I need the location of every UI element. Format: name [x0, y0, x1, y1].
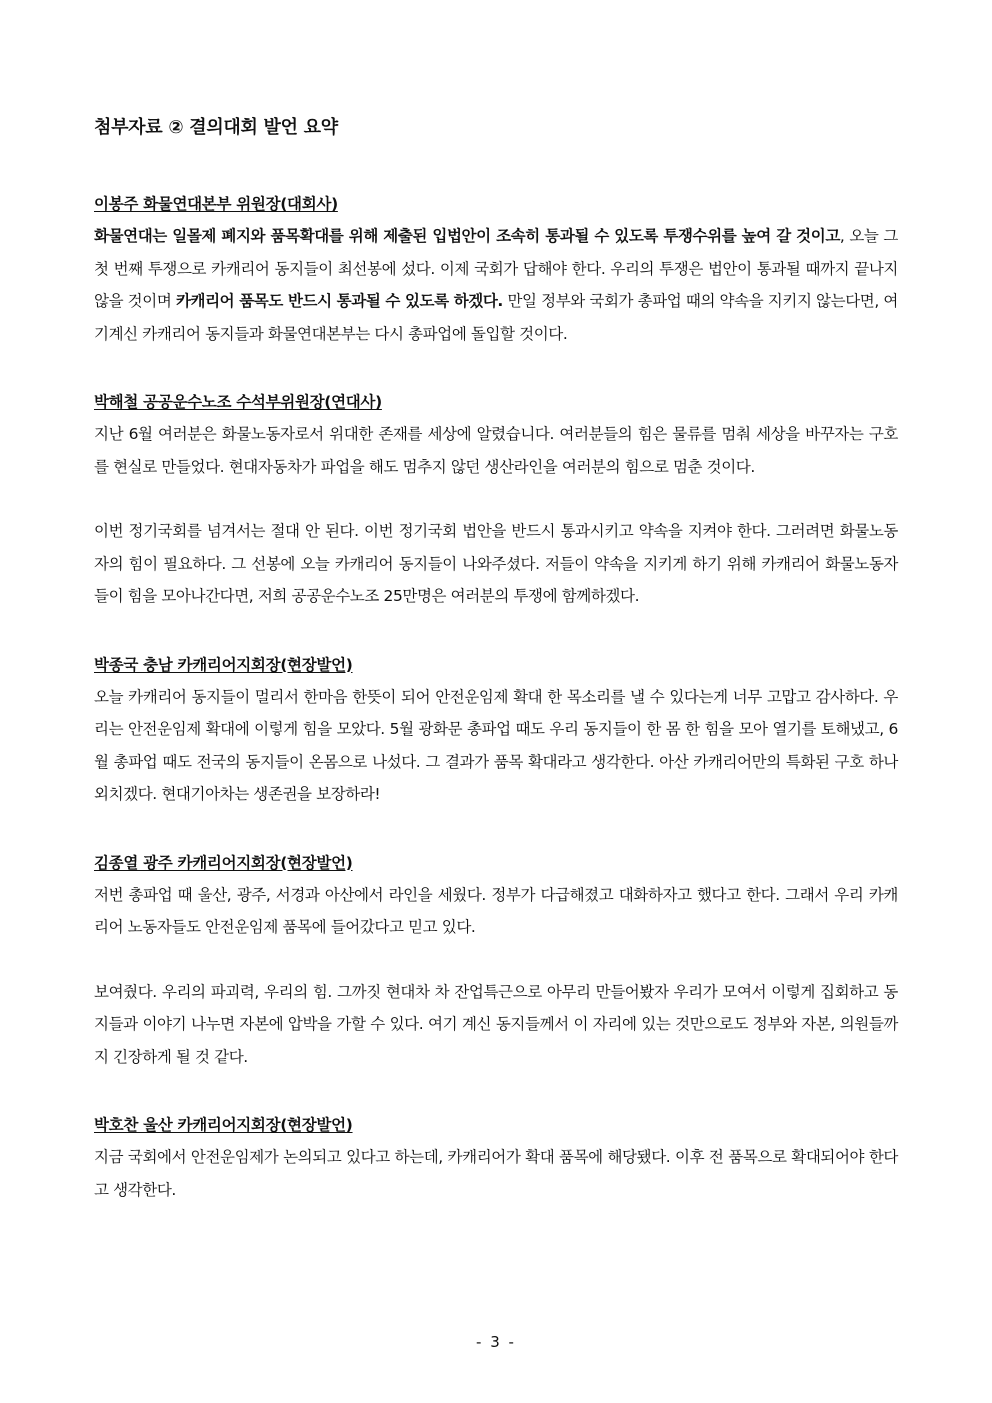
speaker-heading: 이봉주 화물연대본부 위원장(대회사): [94, 195, 338, 213]
speaker-heading: 박해철 공공운수노조 수석부위원장(연대사): [94, 393, 382, 411]
body-text: 지난 6월 여러분은 화물노동자로서 위대한 존재를 세상에 알렸습니다. 여러분들의 힘은 물류를 멈춰 세상을 바꾸자는 구호를 현실로 만들었다. 현대자동차가 파업을 해도 멈추지 않던 생산라인을 여러분의 힘으로 멈춘 것이다.: [94, 425, 898, 476]
speech-section: [94, 386, 898, 613]
body-text: 저번 총파업 때 울산, 광주, 서경과 아산에서 라인을 세웠다. 정부가 다급해졌고 대화하자고 했다고 한다. 그래서 우리 카캐리어 노동자들도 안전운임제 품목에 들어갔다고 믿고 있다.: [94, 885, 898, 936]
body-text: 오늘 카캐리어 동지들이 멀리서 한마음 한뜻이 되어 안전운임제 확대 한 목소리를 낼 수 있다는게 너무 고맙고 감사하다. 우리는 안전운임제 확대에 이렇게 힘을 모았다. 5월 광화문 총파업 때도 우리 동지들이 한 몸 한 힘을 모아 열기를 토해냈고, 6월 총파업 때도 전국의 동지들이 온몸으로 나섰다. 그 결과가 품목 확대라고 생각한다. 아산 카캐리어만의 특화된 구호 하나 외치겠다. 현대기아차는 생존권을 보장하라!: [94, 687, 898, 803]
emphasized-text: 화물연대는 일몰제 폐지와 품목확대를 위해 제출된 입법안이 조속히 통과될 수 있도록 투쟁수위를 높여 갈 것이고: [94, 227, 840, 245]
page-number: - 3 -: [476, 1333, 516, 1351]
speech-paragraph: [94, 1141, 898, 1206]
document-title: 첨부자료 ② 결의대회 발언 요약: [94, 117, 338, 138]
speech-section: [94, 649, 898, 811]
document-page: [94, 112, 898, 1242]
speech-paragraph: [94, 879, 898, 944]
speech-paragraph: [94, 515, 898, 613]
body-text: 이번 정기국회를 넘겨서는 절대 안 된다. 이번 정기국회 법안을 반드시 통과시키고 약속을 지켜야 한다. 그러려면 화물노동자의 힘이 필요하다. 그 선봉에 오늘 카캐리어 동지들이 나와주셨다. 저들이 약속을 지키게 하기 위해 카캐리어 화물노동자들이 힘을 모아나간다면, 저희 공공운수노조 25만명은 여러분의 투쟁에 함께하겠다.: [94, 522, 898, 605]
speaker-heading: 김종열 광주 카캐리어지회장(현장발언): [94, 853, 353, 872]
speech-paragraph: [94, 220, 898, 350]
body-text: , 오늘 그 첫 번째 투쟁으로 카캐리어 동지들이 최선봉에 섰다. 이제 국회가 답해야 한다. 우리의 투쟁은 법안이 통과될 때까지 끝나지 않을 것이며: [94, 227, 898, 310]
body-text: 지금 국회에서 안전운임제가 논의되고 있다고 하는데, 카캐리어가 확대 품목에 해당됐다. 이후 전 품목으로 확대되어야 한다고 생각한다.: [94, 1148, 898, 1199]
speaker-heading: 박종국 충남 카캐리어지회장(현장발언): [94, 655, 353, 674]
speech-sections: [94, 188, 898, 1206]
speech-section: [94, 1109, 898, 1206]
speaker-heading: 박호찬 울산 카캐리어지회장(현장발언): [94, 1116, 353, 1134]
body-text: 보여줬다. 우리의 파괴력, 우리의 힘. 그까짓 현대차 차 잔업특근으로 아무리 만들어봤자 우리가 모여서 이렇게 집회하고 동지들과 이야기 나누면 자본에 압박을 가할 수 있다. 여기 계신 동지들께서 이 자리에 있는 것만으로도 정부와 자본, 의원들까지 긴장하게 될 것 같다.: [94, 982, 898, 1066]
speech-section: [94, 188, 898, 350]
speech-paragraph: [94, 681, 898, 811]
speech-section: [94, 847, 898, 1074]
speech-paragraph: [94, 418, 898, 483]
emphasized-text: 카캐리어 품목도 반드시 통과될 수 있도록 하겠다.: [175, 292, 503, 310]
speech-paragraph: [94, 976, 898, 1074]
body-text: 만일 정부와 국회가 총파업 때의 약속을 지키지 않는다면, 여기계신 카캐리어 동지들과 화물연대본부는 다시 총파업에 돌입할 것이다.: [94, 292, 898, 343]
